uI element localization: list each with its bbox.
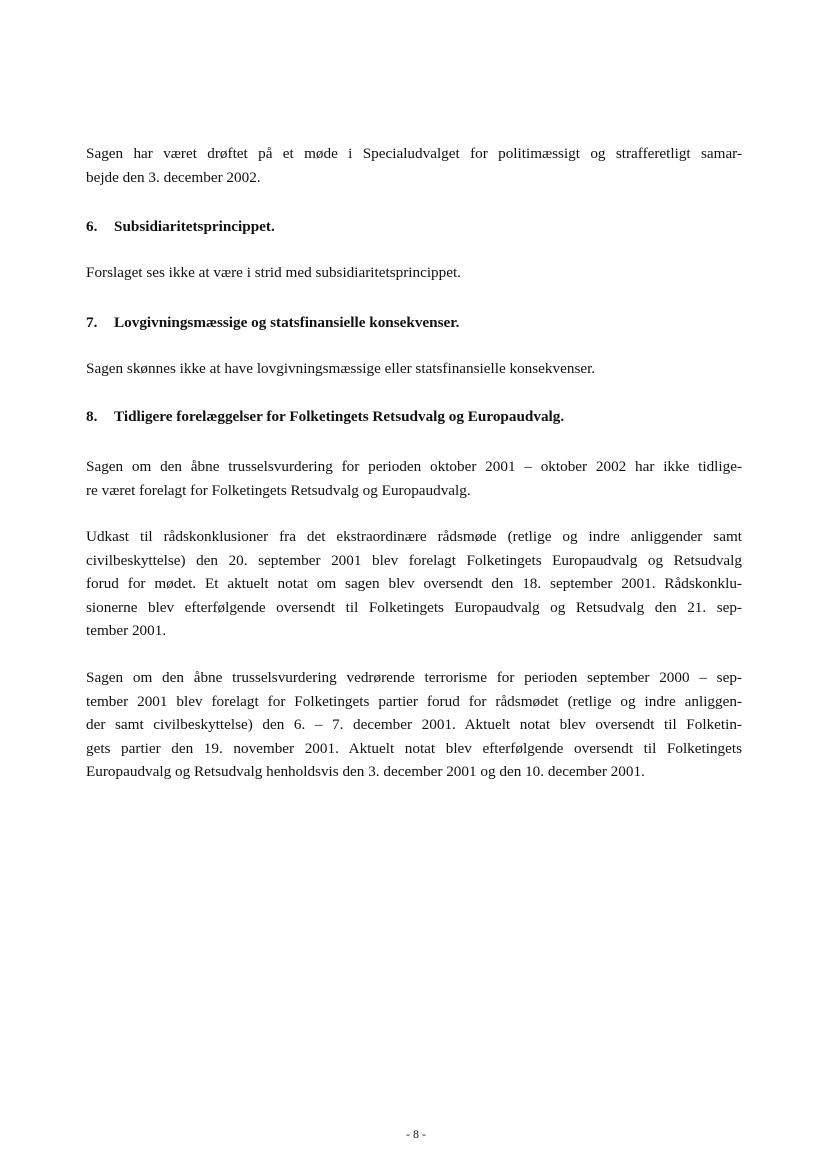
section-heading-6 xyxy=(86,216,275,238)
text-line: gets partier den 19. november 2001. Aktuelt notat blev efterfølgende oversendt til Folketingets xyxy=(86,739,742,757)
paragraph-trusselsvurdering-terrorisme xyxy=(86,666,742,784)
text-line: der samt civilbeskyttelse) den 6. – 7. december 2001. Aktuelt notat blev oversendt til Folketin- xyxy=(86,716,742,733)
paragraph-raadskonklusioner xyxy=(86,525,742,643)
text-line: Europaudvalg og Retsudvalg henholdsvis den 3. december 2001 og den 10. december 2001. xyxy=(86,763,645,780)
section-heading-7 xyxy=(86,312,459,334)
section-title: Tidligere forelæggelser for Folketingets Retsudvalg og Europaudvalg. xyxy=(114,408,565,425)
text-line: Sagen om den åbne trusselsvurdering for perioden oktober 2001 – oktober 2002 har ikke tidlige- xyxy=(86,458,742,475)
section-number: 7. xyxy=(86,314,98,331)
text-line: tember 2001 blev forelagt for Folketingets partier forud for rådsmødet (retlige og indre anliggen- xyxy=(86,692,742,710)
text-line: re været forelagt for Folketingets Retsudvalg og Europaudvalg. xyxy=(86,481,471,499)
text-line: Sagen skønnes ikke at have lovgivningsmæssige eller statsfinansielle konsekvenser. xyxy=(86,360,596,377)
text-line: Udkast til rådskonklusioner fra det ekstraordinære rådsmøde (retlige og indre anliggender samt xyxy=(86,528,742,545)
text-line: forud for mødet. Et aktuelt notat om sagen blev oversendt den 18. september 2001. Rådskonklu- xyxy=(86,575,742,592)
text-line: civilbeskyttelse) den 20. september 2001 blev forelagt Folketingets Europaudvalg og Retsudvalg xyxy=(86,551,742,569)
section-title: Lovgivningsmæssige og statsfinansielle konsekvenser. xyxy=(114,314,460,331)
text-line: tember 2001. xyxy=(86,622,167,639)
paragraph-konsekvenser xyxy=(86,357,742,381)
text-line: sionerne blev efterfølgende oversendt til Folketingets Europaudvalg og Retsudvalg den 21. sep- xyxy=(86,598,742,616)
section-number: 6. xyxy=(86,218,98,235)
section-number: 8. xyxy=(86,408,98,425)
text-line: Forslaget ses ikke at være i strid med subsidiaritetsprincippet. xyxy=(86,264,461,281)
page-number: - 8 - xyxy=(406,1127,426,1141)
text-line: Sagen om den åbne trusselsvurdering vedrørende terrorisme for perioden september 2000 – sep- xyxy=(86,669,742,686)
text-line: Sagen har været drøftet på et møde i Specialudvalget for politimæssigt og strafferetligt samar- xyxy=(86,145,742,162)
section-heading-8 xyxy=(86,406,564,428)
paragraph-trusselsvurdering-2002 xyxy=(86,455,742,502)
paragraph-subsidiaritet xyxy=(86,261,742,285)
paragraph-specialudvalget xyxy=(86,142,742,189)
section-title: Subsidiaritetsprincippet. xyxy=(114,218,275,235)
text-line: bejde den 3. december 2002. xyxy=(86,168,261,186)
